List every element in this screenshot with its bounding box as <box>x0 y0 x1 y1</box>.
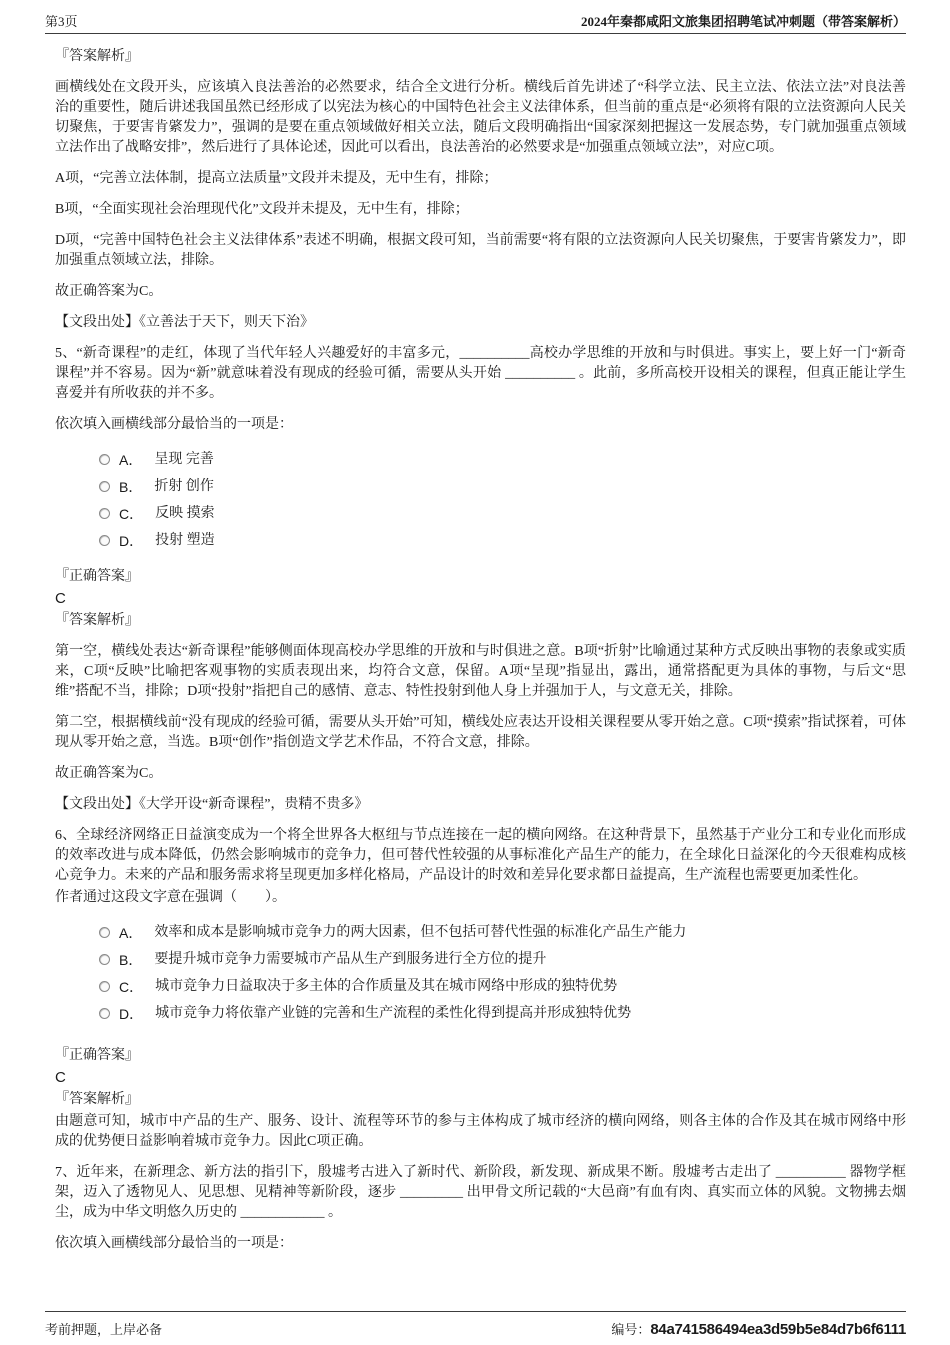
page-body <box>55 47 906 1254</box>
q6-option-c[interactable] <box>55 973 906 1000</box>
footer-id-value: 84a741586494ea3d59b5e84d7b6f6111 <box>650 1321 906 1338</box>
q6-answer-label: 『正确答案』 <box>55 1048 139 1063</box>
q4-analysis-option-b: B项，“全面实现社会治理现代化”文段并未提及，无中生有，排除； <box>55 202 469 217</box>
q5-analysis-p2: 第二空，根据横线前“没有现成的经验可循，需要从头开始”可知，横线处应表达开设相关课程要从零开始之意。C项“摸索”指试探着，可体现从零开始之意，当选。B项“创作”指创造文学艺术作品，不符合文意，排除。 <box>55 715 906 750</box>
page-header <box>45 0 906 34</box>
q4-source: 【文段出处】《立善法于天下，则天下治》 <box>55 315 314 330</box>
footer-id-label: 编号： <box>611 1322 651 1337</box>
q5-option-d[interactable] <box>55 527 906 554</box>
q4-conclusion: 故正确答案为C。 <box>55 284 163 299</box>
option-text: 呈现 完善 <box>154 451 214 467</box>
option-letter: A． <box>119 451 143 468</box>
option-text: 投射 塑造 <box>155 532 215 548</box>
q5-analysis-p1: 第一空，横线处表达“新奇课程”能够侧面体现高校办学思维的开放和与时俱进之意。B项“折射”比喻通过某种方式反映出事物的表象或实质来，C项“反映”比喻把客观事物的实质表现出来，均符合文意，保留。A项“呈现”指显出，露出，通常搭配更为具体的事物，与后文“思维”搭配不当，排除；D项“投射”指把自己的感情、意志、特性投射到他人身上并强加于人，与文意无关，排除。 <box>55 644 906 699</box>
q5-analysis-label: 『答案解析』 <box>55 613 139 628</box>
q4-analysis-label: 『答案解析』 <box>55 49 139 64</box>
footer-doc-id <box>611 1319 906 1338</box>
radio-button-icon[interactable] <box>99 535 110 546</box>
q5-source: 【文段出处】《大学开设“新奇课程”，贵精不贵多》 <box>55 797 369 812</box>
option-text: 要提升城市竞争力需要城市产品从生产到服务进行全方位的提升 <box>154 951 547 967</box>
radio-button-icon[interactable] <box>99 454 110 465</box>
option-letter: D． <box>119 532 144 549</box>
option-text: 折射 创作 <box>154 478 214 494</box>
q4-analysis-main: 画横线处在文段开头，应该填入良法善治的必然要求，结合全文进行分析。横线后首先讲述了“科学立法、民主立法、依法立法”对良法善治的重要性，随后讲述我国虽然已经形成了以宪法为核心的中国特色社会主义法律体系，但当前的重点是“必须将有限的立法资源向人民关切聚焦，于要害肯綮发力”，强调的是要在重点领域做好相关立法，随后文段明确指出“国家深刻把握这一发展态势，专门就加强重点领域立法作出了战略安排”，然后进行了具体论述，因此可以看出，良法善治的必然要求是“加强重点领域立法”，对应C项。 <box>55 80 906 155</box>
radio-button-icon[interactable] <box>99 481 110 492</box>
q5-instruction: 依次填入画横线部分最恰当的一项是： <box>55 417 293 432</box>
option-letter: B． <box>119 951 143 968</box>
q4-analysis-option-d: D项，“完善中国特色社会主义法律体系”表述不明确，根据文段可知，当前需要“将有限的立法资源向人民关切聚焦，于要害肯綮发力”，即加强重点领域立法，排除。 <box>55 233 906 268</box>
q5-answer-value: C <box>55 590 66 607</box>
option-letter: A． <box>119 924 143 941</box>
option-letter: C． <box>119 978 144 995</box>
q6-option-a[interactable] <box>55 919 906 946</box>
page-number: 第3页 <box>45 14 78 29</box>
radio-button-icon[interactable] <box>99 927 110 938</box>
option-letter: D． <box>119 1005 144 1022</box>
option-letter: C． <box>119 505 144 522</box>
q5-stem: 5、“新奇课程”的走红，体现了当代年轻人兴趣爱好的丰富多元，__________高校办学思维的开放和与时俱进。事实上，要上好一门“新奇课程”并不容易。因为“新”就意味着没有现成的经验可循，需要从头开始 __________ 。此前，多所高校开设相关的课程，但真正能让学生喜爱并有所收获的并不多。 <box>55 346 906 401</box>
option-letter: B． <box>119 478 143 495</box>
q6-options <box>55 919 906 1027</box>
q6-answer-value: C <box>55 1069 66 1086</box>
q6-option-d[interactable] <box>55 1000 906 1027</box>
q5-conclusion: 故正确答案为C。 <box>55 766 163 781</box>
page-footer <box>45 1311 906 1338</box>
q7-instruction: 依次填入画横线部分最恰当的一项是： <box>55 1236 293 1251</box>
q4-analysis-option-a: A项，“完善立法体制，提高立法质量”文段并未提及，无中生有，排除； <box>55 171 498 186</box>
q5-answer-label: 『正确答案』 <box>55 569 139 584</box>
q6-analysis-p1: 由题意可知，城市中产品的生产、服务、设计、流程等环节的参与主体构成了城市经济的横向网络，则各主体的合作及其在城市网络中形成的优势便日益影响着城市竞争力。因此C项正确。 <box>55 1114 906 1149</box>
document-title: 2024年秦都咸阳文旅集团招聘笔试冲刺题（带答案解析） <box>580 14 906 29</box>
q5-option-b[interactable] <box>55 473 906 500</box>
q5-option-a[interactable] <box>55 446 906 473</box>
radio-button-icon[interactable] <box>99 1008 110 1019</box>
option-text: 效率和成本是影响城市竞争力的两大因素，但不包括可替代性强的标准化产品生产能力 <box>154 924 687 940</box>
q6-stem: 6、全球经济网络正日益演变成为一个将全世界各大枢纽与节点连接在一起的横向网络。在这种背景下，虽然基于产业分工和专业化而形成的效率改进与成本降低，仍然会影响城市的竞争力，但可替代性较强的从事标准化产品生产的能力，在全球化日益深化的今天很难构成核心竞争力。未来的产品和服务需求将呈现更加多样化格局，产品设计的时效和差异化要求都日益提高，生产流程也需要更加柔性化。 <box>55 828 906 883</box>
option-text: 反映 摸索 <box>155 505 215 521</box>
option-text: 城市竞争力日益取决于多主体的合作质量及其在城市网络中形成的独特优势 <box>155 978 618 994</box>
footer-slogan: 考前押题，上岸必备 <box>45 1322 163 1337</box>
q6-stem-question: 作者通过这段文字意在强调（ ）。 <box>55 890 286 905</box>
q5-options <box>55 446 906 554</box>
radio-button-icon[interactable] <box>99 508 110 519</box>
q5-option-c[interactable] <box>55 500 906 527</box>
q7-stem: 7、近年来，在新理念、新方法的指引下，殷墟考古进入了新时代、新阶段，新发现、新成果不断。殷墟考古走出了 __________ 器物学框架，迈入了透物见人、见思想、见精神等新阶段，逐步 _________ 出甲骨文所记载的“大邑商”有血有肉、真实而立体的风貌。文物拂去烟尘，成为中华文明悠久历史的 ____________ 。 <box>55 1165 906 1220</box>
radio-button-icon[interactable] <box>99 981 110 992</box>
q6-option-b[interactable] <box>55 946 906 973</box>
option-text: 城市竞争力将依靠产业链的完善和生产流程的柔性化得到提高并形成独特优势 <box>155 1005 632 1021</box>
q6-analysis-label: 『答案解析』 <box>55 1092 139 1107</box>
radio-button-icon[interactable] <box>99 954 110 965</box>
